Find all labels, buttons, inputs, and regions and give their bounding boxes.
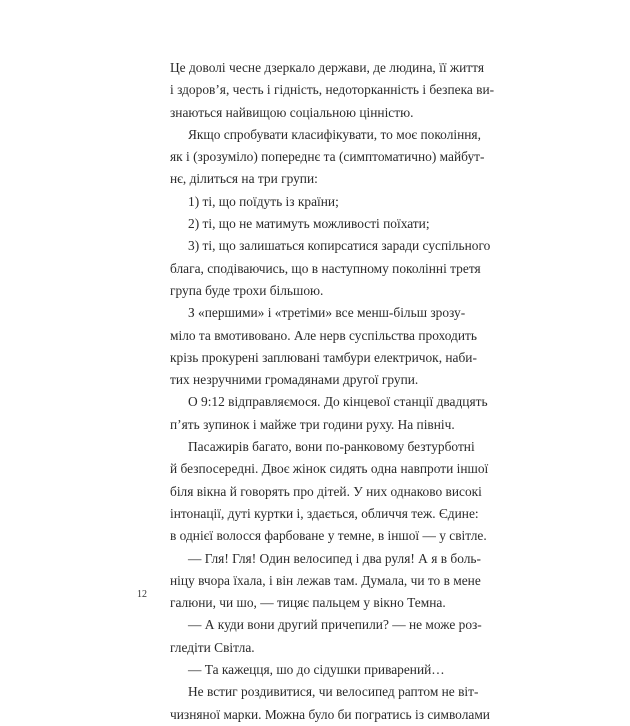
text-line: Пасажирів багато, вони по-ранковому безтурботні <box>188 439 475 455</box>
text-line: нє, ділиться на три групи: <box>170 171 318 187</box>
text-line: блага, сподіваючись, що в наступному поколінні третя <box>170 260 481 276</box>
text-line: — А куди вони другий причепили? — не може роз- <box>188 617 482 633</box>
text-line: — Гля! Гля! Один велосипед і два руля! А я в боль- <box>188 550 481 566</box>
text-line: гледіти Світла. <box>170 639 255 655</box>
text-line: З «першими» і «третіми» все менш-більш зрозу- <box>188 305 466 321</box>
text-line: галюни, чи шо, — тицяє пальцем у вікно Темна. <box>170 595 446 611</box>
text-line: і здоров’я, честь і гідність, недоторканність і безпека ви- <box>170 82 495 98</box>
text-line: тих незручними громадянами другої групи. <box>170 372 419 388</box>
text-line: 1) ті, що поїдуть із країни; <box>188 193 339 209</box>
text-line: п’ять зупинок і майже три години руху. На північ. <box>170 416 455 432</box>
text-line: Не встиг роздивитися, чи велосипед раптом не віт- <box>188 684 479 700</box>
text-line: міло та вмотивовано. Але нерв суспільства проходить <box>170 327 477 343</box>
text-line: біля вікна й говорять про дітей. У них однаково високі <box>170 483 482 499</box>
text-line: чизняної марки. Можна було би погратись із символами <box>170 706 490 722</box>
text-line: О 9:12 відправляємося. До кінцевої станції двадцять <box>188 394 488 410</box>
text-line: група буде трохи більшою. <box>170 282 324 298</box>
text-line: інтонації, дуті куртки і, здається, обличчя теж. Єдине: <box>170 505 479 521</box>
text-line: 3) ті, що залишаться копирсатися заради суспільного <box>188 238 491 254</box>
text-line: Якщо спробувати класифікувати, то моє покоління, <box>188 126 481 142</box>
text-line: Це доволі чесне дзеркало держави, де людина, її життя <box>170 60 484 75</box>
text-line: ніцу вчора їхала, і він лежав там. Думала, чи то в мене <box>170 572 481 588</box>
text-line: — Та кажецця, шо до сідушки приварений… <box>188 662 445 678</box>
text-line: крізь прокурені заплювані тамбури електричок, наби- <box>170 349 477 365</box>
text-line: в однієї волосся фарбоване у темне, в іншої — у світле. <box>170 528 487 544</box>
page-body-text <box>170 57 495 726</box>
text-line: знаються найвищою соціальною цінністю. <box>170 104 414 120</box>
page-number: 12 <box>137 589 147 600</box>
text-line: як і (зрозуміло) попереднє та (симптоматично) майбут- <box>170 149 485 165</box>
text-line: 2) ті, що не матимуть можливості поїхати; <box>188 216 430 232</box>
text-line: й безпосередні. Двоє жінок сидять одна навпроти іншої <box>170 461 489 477</box>
